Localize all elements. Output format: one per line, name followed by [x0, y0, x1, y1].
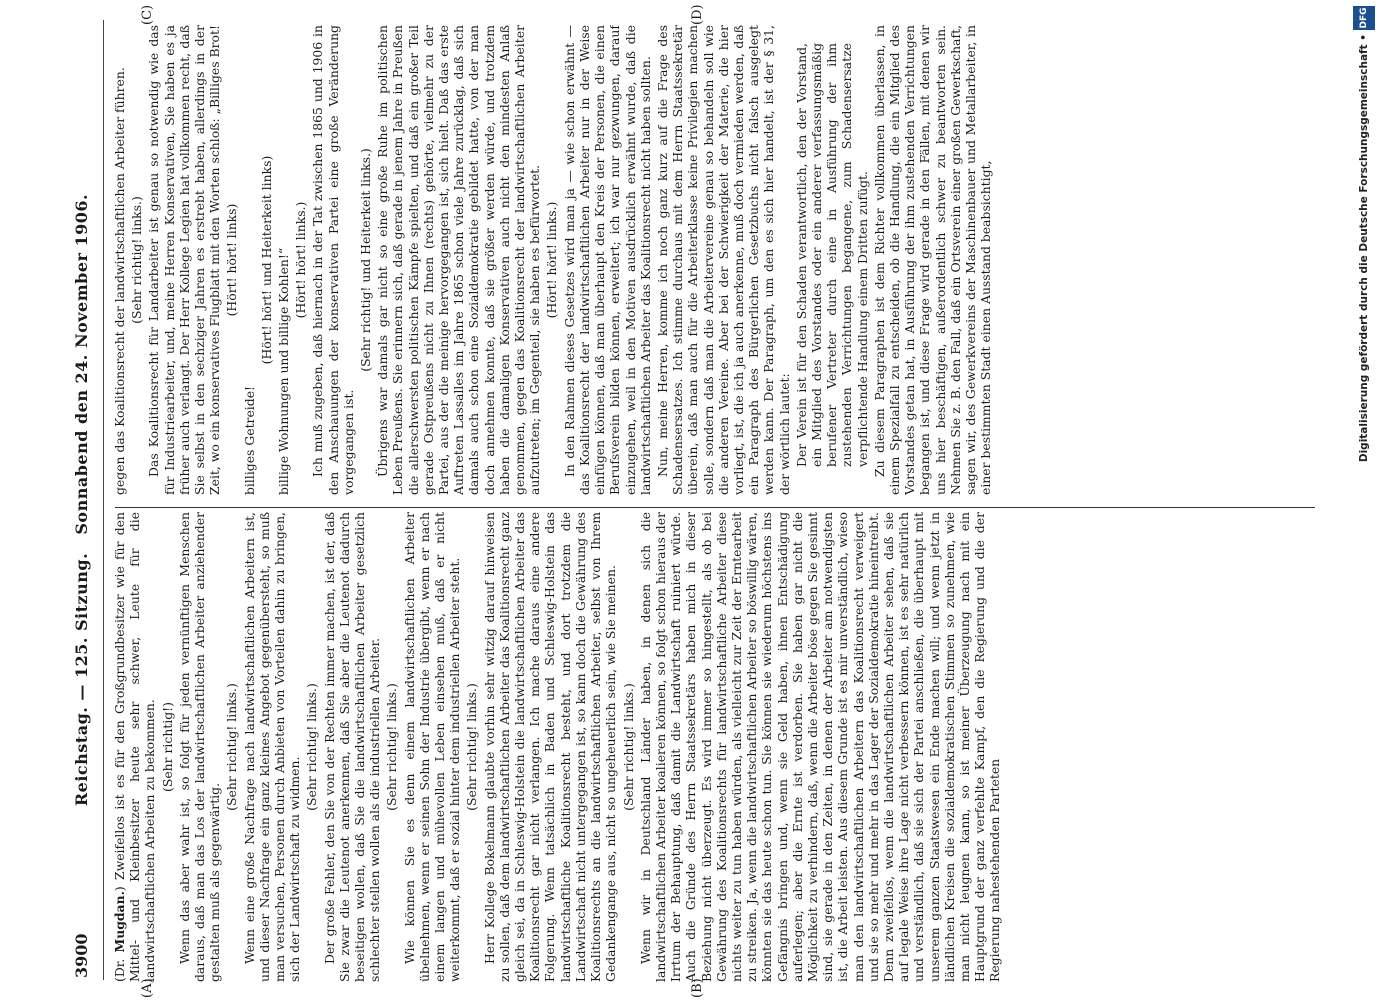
paragraph: Wenn wir in Deutschland Länder haben, in denen sich die landwirtschaftlichen Arbeiter koalieren können, so folgt schon hieraus der Irrtum der Behauptung, daß damit die Landwirtschaft ruiniert würde. Auch die Gründe des Herrn Staatssekretärs haben mich in dieser Beziehung nicht überzeugt. Es wird immer so hingestellt, als ob bei Gewährung des Koalitionsrechts für landwirtschaftliche Arbeiter diese nichts weiter zu tun haben würden, als vielleicht zur Zeit der Erntearbeit zu streiken. Ja, wenn die landwirtschaftlichen Arbeiter so böswillig wären, könnten sie das heute schon tun. Sie können sie wiederum höchstens ins Gefängnis bringen und, wenn sie Geld haben, ihnen Entschädigung auferlegen; aber die Ernte ist verdorben. Sie haben gar nicht die Möglichkeit zu verhindern, daß, wenn die Arbeiter böse gegen Sie gesinnt sind, sie gerade in den Zeiten, in denen der Arbeiter am notwendigsten ist, die Arbeit leisten. Aus diesem Grunde ist es mir unverständlich, wieso man den landwirtschaftlichen Arbeitern das Koalitionsrecht verweigert und sie so mehr und mehr in das Lager der Sozialdemokratie hineintreibt. Denn zweifellos, wenn die landwirtschaftlichen Arbeiter sehen, daß sie auf legale Weise ihre Lage nicht verbessern können, ist es sehr natürlich und verständlich, daß sie sich der Partei anschließen, die überhaupt mit unserem ganzen Staatswesen ein Ende machen will; und wenn jetzt in ländlichen Kreisen die sozialdemokratischen Stimmen so zunehmen, wie man nicht leugnen kann, so ist meiner Überzeugung nach mit ein Hauptgrund der ganz verfehlte Kampf, den die Regierung und die der Regierung nahestehenden Parteten [637, 512, 1003, 982]
column-divider [115, 507, 1315, 508]
margin-marker-b: (B) [690, 978, 705, 998]
interjection: (Sehr richtig! links.) [129, 196, 145, 324]
margin-marker-d: (D) [690, 4, 705, 25]
digitization-credit [1350, 0, 1383, 1000]
credit-text: Digitalisierung gefördert durch die Deutsche Forschungsgemeinschaft • [1358, 34, 1370, 463]
paragraph: Nun, meine Herren, komme ich noch ganz kurz auf die Frage des Schadensersatzes. Ich stimme durchaus mit dem Herrn Staatssekretär überein, daß man auch für die Arbeiterklasse keine Privilegien machen solle, sondern daß man die Arbeitervereine genau so behandeln soll wie die anderen Vereine. Aber bei der Schwierigkeit der Materie, die hier vorliegt, ist, die ich ja auch anerkenne, muß doch vermieden werden, daß ein Paragraph des Bürgerlichen Gesetzbuchs nicht falsch ausgelegt werden kann. Der Paragraph, um den es sich hier handelt, ist der § 31, der wörtlich lautet: [654, 25, 792, 495]
paragraph: Übrigens war damals gar nicht so eine große Ruhe im politischen Leben Preußens. Sie erinnern sich, daß gerade in jenem Jahre in Preußen die allerschwersten politischen Kämpfe spielten, und daß ein großer Teil gerade Ostpreußens nicht zu Ihnen (rechts) gehörte, vielmehr zu der Partei, aus der die meinige hervorgegangen ist, sich hielt. Daß das erste Auftreten Lassalles im Jahre 1865 schon viele Jahre zurücklag, daß sich damals auch schon eine Sozialdemokratie gebildet hatte, von der man doch annehmen konnte, daß sie größer werden würde, und trotzdem haben die damaligen Konservativen auch nicht den mindesten Anlaß genommen, gegen das Koalitionsrecht der landwirtschaftlichen Arbeiter aufzutreten; im Gegenteil, sie haben es befürwortet. [375, 25, 543, 495]
right-column [112, 25, 1312, 495]
running-header [72, 0, 106, 1000]
paragraph: Wie können Sie es denn einem landwirtschaftlichen Arbeiter übelnehmen, wenn er seinen Sohn der Industrie übergibt, wenn er nach einem langen und mühevollen Leben einsehen muß, daß er nicht weiterkommt, daß er sozial hinter dem industriellen Arbeiter steht. [401, 512, 463, 982]
paragraph: Zweifellos ist es für den Großgrundbesitzer wie für den Mittel- und Kleinbesitzer heute sehr schwer, Leute für die landwirtschaftlichen Arbeiten zu bekommen. [112, 512, 158, 982]
margin-marker-c: (C) [140, 4, 155, 25]
dfg-logo: DFG [1353, 6, 1375, 30]
interjection: (Hört! hört! links) [224, 203, 240, 317]
page-number: 3900 [72, 933, 91, 978]
interjection: (Sehr richtig! links.) [224, 683, 240, 811]
interjection: (Sehr richtig!) [159, 702, 175, 792]
paragraph: Das Koalitionsrecht für Landarbeiter ist genau so notwendig wie das für Industriearbeiter, und, meine Herren Konservativen, Sie haben es ja früher auch verlangt. Der Herr Kollege Legien hat vollkommen recht, daß Sie selbst in den sechziger Jahren es erstrebt haben, allerdings in der Zeit, wo ein konservatives Flugblatt mit den Worten schloß: „Billiges Brot! [146, 25, 223, 495]
interjection: (Sehr richtig! links.) [464, 683, 480, 811]
speaker-name: Mugdan. [112, 891, 127, 953]
margin-marker-a: (A) [140, 978, 155, 998]
paragraph: Zu diesem Paragraphen ist dem Richter vollkommen überlassen, in einem Spezialfall zu entscheiden, ob die Handlung, die ein Mitglied des Vorstandes getan hat, in Ausführung der ihm zustehenden Verrichtungen begangen ist, und diese Frage wird gerade in den Fällen, mit denen wir uns hier beschäftigen, außerordentlich schwer zu beantworten sein. Nehmen Sie z. B. den Fall, daß ein Ortsverein einer großen Gewerkschaft, sagen wir, des Gewerkvereins der Maschinenbauer und Metallarbeiter, in einer bestimmten Stadt einen Ausstand beabsichtigt, [871, 25, 994, 495]
header-rule [103, 20, 104, 980]
interjection: (Sehr richtig! links.) [620, 683, 636, 811]
interjection: (Hört! hört! und Heiterkeit links) [258, 155, 274, 365]
interjection: (Hört! hört! links.) [293, 201, 309, 319]
paragraph: Ich muß zugeben, daß hiernach in der Tat zwischen 1865 und 1906 in den Anschauungen der konservativen Partei eine große Veränderung vorgegangen ist. [310, 25, 356, 495]
paragraph: billiges Getreide! [241, 385, 257, 495]
left-column [112, 512, 1312, 982]
block-quote: Der Verein ist für den Schaden verantwortlich, den der Vorstand, ein Mitglied des Vorstandes oder ein anderer verfassungsmäßig berufener Vertreter durch eine in Ausführung der ihm zustehenden Verrichtungen begangene, zum Schadensersatze verpflichtende Handlung einem Dritten zufügt. [793, 43, 870, 467]
paragraph: billige Wohnungen und billige Kohlen!“ [276, 247, 292, 495]
interjection: (Hört! hört! links.) [544, 201, 560, 319]
paragraph: Wenn eine große Nachfrage nach landwirtschaftlichen Arbeitern ist, und dieser Nachfrage ein ganz kleines Angebot gegenübersteht, so muß man versuchen, Personen durch Anbieten von Vorteilen dahin zu bringen, sich der Landwirtschaft zu widmen. [241, 512, 303, 982]
paragraph: gegen das Koalitionsrecht der landwirtschaftlichen Arbeiter führen. [112, 67, 127, 495]
interjection: (Sehr richtig! links.) [304, 683, 320, 811]
paragraph: Der große Fehler, den Sie von der Rechten immer machen, ist der, daß Sie zwar die Leutenot anerkennen, daß Sie aber die Leutenot dadurch beseitigen wollen, daß Sie die landwirtschaftlichen Arbeiter gesetzlich schlechter stellen wollen als die industriellen Arbeiter. [321, 512, 383, 982]
paragraph: Herr Kollege Bokelmann glaubte vorhin sehr witzig darauf hinweisen zu sollen, daß dem landwirtschaftlichen Arbeiter das Koalitionsrecht ganz gleich sei, da in Schleswig-Holstein die landwirtschaftlichen Arbeiter das Koalitionsrecht gar nicht verlangen. Ich mache daraus eine andere Folgerung. Wenn tatsächlich in Baden und Schleswig-Holstein das landwirtschaftliche Koalitionsrecht besteht, und dort trotzdem die Landwirtschaft nicht untergegangen ist, so kann doch die Gewährung des Koalitionsrechts an die landwirtschaftlichen Arbeiter, selbst von Ihrem Gedankengange aus, nicht so ungeheuerlich sein, wie Sie meinen. [481, 512, 619, 982]
speaker-line: (Dr. Mugdan.) Zweifellos ist es für den Großgrundbesitzer wie für den Mittel- und Kleinbesitzer heute sehr schwer, Leute für die landwirtschaftlichen Arbeiten zu bekommen. [112, 512, 158, 982]
header-title: Reichstag. — 125. Sitzung. Sonnabend den 24. November 1906. [72, 193, 91, 807]
header-date: Sonnabend den 24. November 1906. [72, 193, 91, 535]
interjection: (Sehr richtig! und Heiterkeit links.) [358, 148, 374, 372]
interjection: (Sehr richtig! links.) [384, 683, 400, 811]
paragraph: Wenn das aber wahr ist, so folgt für jeden vernünftigen Menschen daraus, daß man das Los der landwirtschaftlichen Arbeiter anziehender gestalten muß als gegenwärtig. [176, 512, 223, 982]
paragraph: In den Rahmen dieses Gesetzes wird man ja — wie schon erwähnt — das Koalitionsrecht der landwirtschaftlichen Arbeiter nur in der Weise einfügen können, daß man überhaupt den Kreis der Personen, die einen Berufsverein bilden können, erweitert; ich war nur gezwungen, darauf einzugehen, weil in den Motiven ausdrücklich erwähnt wurde, daß die landwirtschaftlichen Arbeiter das Koalitionsrecht nicht haben sollten. [561, 25, 653, 495]
